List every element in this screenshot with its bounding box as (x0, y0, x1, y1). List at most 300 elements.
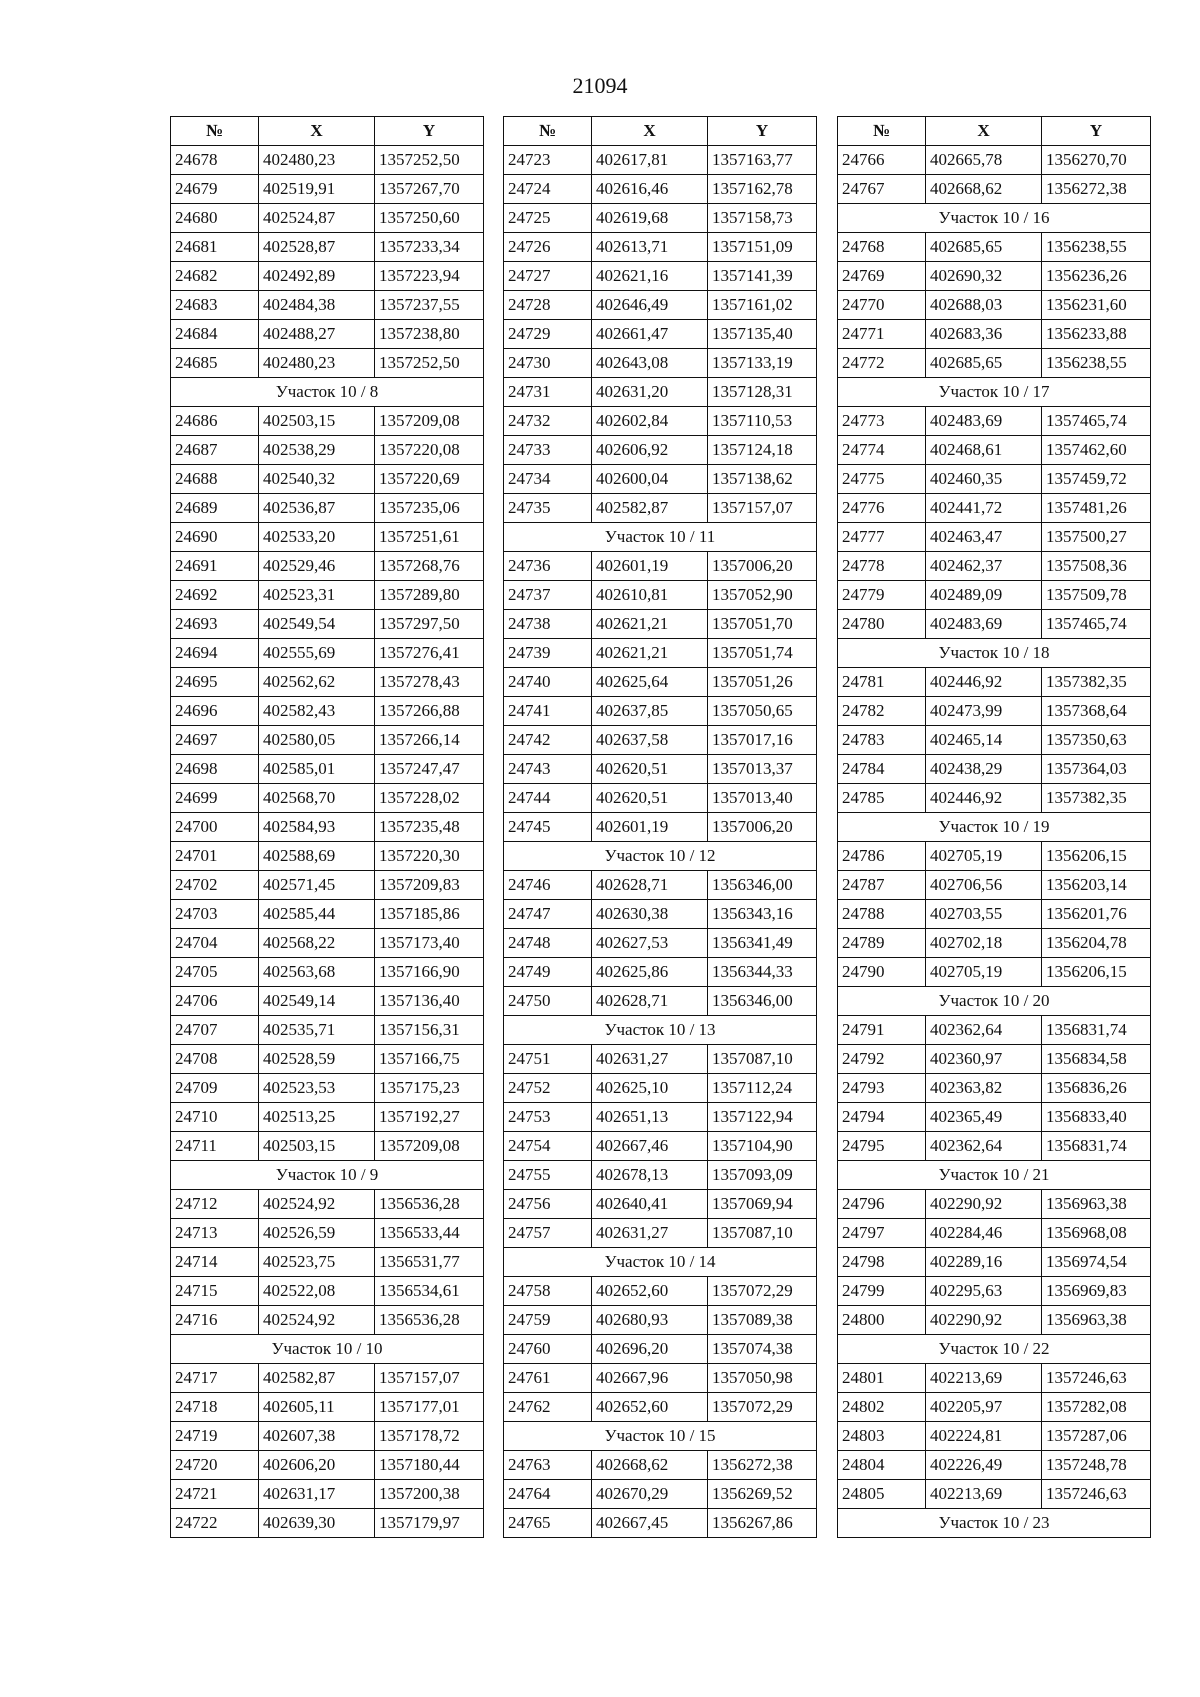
x-coordinate-cell: 402571,45 (259, 871, 375, 900)
y-coordinate-cell: 1357250,60 (375, 204, 484, 233)
table-row (504, 929, 817, 958)
table-row (171, 639, 484, 668)
point-number-cell: 24703 (171, 900, 259, 929)
y-coordinate-cell: 1357209,08 (375, 1132, 484, 1161)
point-number-cell: 24783 (838, 726, 926, 755)
table-row (171, 668, 484, 697)
x-coordinate-cell: 402703,55 (926, 900, 1042, 929)
x-coordinate-cell: 402685,65 (926, 349, 1042, 378)
y-coordinate-cell: 1357166,75 (375, 1045, 484, 1074)
y-coordinate-cell: 1357252,50 (375, 349, 484, 378)
point-number-cell: 24748 (504, 929, 592, 958)
table-row (838, 523, 1151, 552)
y-coordinate-cell: 1356831,74 (1042, 1132, 1151, 1161)
x-coordinate-cell: 402529,46 (259, 552, 375, 581)
x-coordinate-cell: 402563,68 (259, 958, 375, 987)
y-coordinate-cell: 1356836,26 (1042, 1074, 1151, 1103)
table-row (171, 494, 484, 523)
table-row (504, 436, 817, 465)
point-number-cell: 24725 (504, 204, 592, 233)
table-row (171, 1451, 484, 1480)
point-number-cell: 24759 (504, 1306, 592, 1335)
table-row (838, 1045, 1151, 1074)
x-coordinate-cell: 402224,81 (926, 1422, 1042, 1451)
y-coordinate-cell: 1357161,02 (708, 291, 817, 320)
x-coordinate-cell: 402680,93 (592, 1306, 708, 1335)
y-coordinate-cell: 1357166,90 (375, 958, 484, 987)
x-coordinate-cell: 402630,38 (592, 900, 708, 929)
table-row (504, 900, 817, 929)
point-number-cell: 24752 (504, 1074, 592, 1103)
x-coordinate-cell: 402365,49 (926, 1103, 1042, 1132)
x-coordinate-cell: 402661,47 (592, 320, 708, 349)
x-coordinate-cell: 402460,35 (926, 465, 1042, 494)
table-row (504, 958, 817, 987)
point-number-cell: 24780 (838, 610, 926, 639)
table-row (171, 726, 484, 755)
section-row (838, 1335, 1151, 1364)
y-coordinate-cell: 1356534,61 (375, 1277, 484, 1306)
y-coordinate-cell: 1357508,36 (1042, 552, 1151, 581)
y-coordinate-cell: 1356270,70 (1042, 146, 1151, 175)
point-number-cell: 24684 (171, 320, 259, 349)
table-row (504, 233, 817, 262)
section-label: Участок 10 / 10 (171, 1335, 484, 1364)
table-row (504, 320, 817, 349)
table-row (504, 291, 817, 320)
point-number-cell: 24791 (838, 1016, 926, 1045)
x-coordinate-cell: 402503,15 (259, 407, 375, 436)
table-row (504, 581, 817, 610)
y-coordinate-cell: 1357087,10 (708, 1045, 817, 1074)
x-coordinate-cell: 402617,81 (592, 146, 708, 175)
y-coordinate-cell: 1357157,07 (375, 1364, 484, 1393)
point-number-cell: 24797 (838, 1219, 926, 1248)
table-row (504, 1074, 817, 1103)
y-coordinate-cell: 1357110,53 (708, 407, 817, 436)
x-coordinate-cell: 402535,71 (259, 1016, 375, 1045)
section-label: Участок 10 / 9 (171, 1161, 484, 1190)
y-coordinate-cell: 1357093,09 (708, 1161, 817, 1190)
table-row (171, 900, 484, 929)
point-number-cell: 24724 (504, 175, 592, 204)
y-coordinate-cell: 1356267,86 (708, 1509, 817, 1538)
point-number-cell: 24689 (171, 494, 259, 523)
table-row (171, 523, 484, 552)
x-coordinate-cell: 402438,29 (926, 755, 1042, 784)
table-row (504, 1103, 817, 1132)
point-number-cell: 24789 (838, 929, 926, 958)
point-number-cell: 24697 (171, 726, 259, 755)
table-row (171, 1364, 484, 1393)
table-row (838, 1190, 1151, 1219)
table-row (838, 1074, 1151, 1103)
x-coordinate-cell: 402652,60 (592, 1393, 708, 1422)
table-row (504, 755, 817, 784)
coordinates-table-left (170, 116, 484, 1538)
x-coordinate-cell: 402538,29 (259, 436, 375, 465)
point-number-cell: 24729 (504, 320, 592, 349)
point-number-cell: 24803 (838, 1422, 926, 1451)
section-row (838, 204, 1151, 233)
table-row (171, 262, 484, 291)
table-row (171, 552, 484, 581)
section-row (838, 987, 1151, 1016)
x-coordinate-cell: 402683,36 (926, 320, 1042, 349)
table-row (838, 784, 1151, 813)
point-number-cell: 24701 (171, 842, 259, 871)
header-row (171, 117, 484, 146)
column-header-y: Y (708, 117, 817, 146)
x-coordinate-cell: 402568,22 (259, 929, 375, 958)
table-row (838, 1016, 1151, 1045)
y-coordinate-cell: 1357177,01 (375, 1393, 484, 1422)
section-row (171, 1335, 484, 1364)
table-row (504, 262, 817, 291)
point-number-cell: 24742 (504, 726, 592, 755)
y-coordinate-cell: 1357151,09 (708, 233, 817, 262)
point-number-cell: 24735 (504, 494, 592, 523)
point-number-cell: 24779 (838, 581, 926, 610)
x-coordinate-cell: 402610,81 (592, 581, 708, 610)
point-number-cell: 24715 (171, 1277, 259, 1306)
point-number-cell: 24694 (171, 639, 259, 668)
table-row (504, 639, 817, 668)
y-coordinate-cell: 1356231,60 (1042, 291, 1151, 320)
point-number-cell: 24784 (838, 755, 926, 784)
table-row (504, 1277, 817, 1306)
table-row (504, 697, 817, 726)
x-coordinate-cell: 402628,71 (592, 987, 708, 1016)
point-number-cell: 24747 (504, 900, 592, 929)
y-coordinate-cell: 1356346,00 (708, 987, 817, 1016)
point-number-cell: 24785 (838, 784, 926, 813)
y-coordinate-cell: 1357136,40 (375, 987, 484, 1016)
section-row (838, 813, 1151, 842)
x-coordinate-cell: 402601,19 (592, 813, 708, 842)
y-coordinate-cell: 1356963,38 (1042, 1306, 1151, 1335)
x-coordinate-cell: 402468,61 (926, 436, 1042, 465)
point-number-cell: 24706 (171, 987, 259, 1016)
y-coordinate-cell: 1357180,44 (375, 1451, 484, 1480)
point-number-cell: 24761 (504, 1364, 592, 1393)
x-coordinate-cell: 402667,96 (592, 1364, 708, 1393)
y-coordinate-cell: 1357287,06 (1042, 1422, 1151, 1451)
table-row (504, 1219, 817, 1248)
point-number-cell: 24795 (838, 1132, 926, 1161)
x-coordinate-cell: 402480,23 (259, 146, 375, 175)
table-row (838, 233, 1151, 262)
point-number-cell: 24698 (171, 755, 259, 784)
point-number-cell: 24766 (838, 146, 926, 175)
table-row (171, 1219, 484, 1248)
x-coordinate-cell: 402513,25 (259, 1103, 375, 1132)
y-coordinate-cell: 1357382,35 (1042, 784, 1151, 813)
x-coordinate-cell: 402621,16 (592, 262, 708, 291)
x-coordinate-cell: 402667,46 (592, 1132, 708, 1161)
y-coordinate-cell: 1357006,20 (708, 552, 817, 581)
y-coordinate-cell: 1357276,41 (375, 639, 484, 668)
point-number-cell: 24695 (171, 668, 259, 697)
x-coordinate-cell: 402568,70 (259, 784, 375, 813)
table-row (504, 1509, 817, 1538)
table-row (504, 175, 817, 204)
y-coordinate-cell: 1357268,76 (375, 552, 484, 581)
x-coordinate-cell: 402585,01 (259, 755, 375, 784)
point-number-cell: 24754 (504, 1132, 592, 1161)
table-row (504, 1364, 817, 1393)
table-row (838, 755, 1151, 784)
table-row (171, 813, 484, 842)
x-coordinate-cell: 402362,64 (926, 1132, 1042, 1161)
section-row (171, 378, 484, 407)
x-coordinate-cell: 402640,41 (592, 1190, 708, 1219)
point-number-cell: 24717 (171, 1364, 259, 1393)
y-coordinate-cell: 1357465,74 (1042, 610, 1151, 639)
x-coordinate-cell: 402668,62 (592, 1451, 708, 1480)
point-number-cell: 24753 (504, 1103, 592, 1132)
x-coordinate-cell: 402503,15 (259, 1132, 375, 1161)
y-coordinate-cell: 1356204,78 (1042, 929, 1151, 958)
point-number-cell: 24787 (838, 871, 926, 900)
point-number-cell: 24708 (171, 1045, 259, 1074)
x-coordinate-cell: 402621,21 (592, 639, 708, 668)
point-number-cell: 24773 (838, 407, 926, 436)
x-coordinate-cell: 402465,14 (926, 726, 1042, 755)
table-row (171, 755, 484, 784)
y-coordinate-cell: 1357278,43 (375, 668, 484, 697)
table-row (838, 465, 1151, 494)
y-coordinate-cell: 1357175,23 (375, 1074, 484, 1103)
point-number-cell: 24740 (504, 668, 592, 697)
x-coordinate-cell: 402582,43 (259, 697, 375, 726)
y-coordinate-cell: 1357282,08 (1042, 1393, 1151, 1422)
page-number: 21094 (572, 73, 628, 98)
point-number-cell: 24726 (504, 233, 592, 262)
section-label: Участок 10 / 21 (838, 1161, 1151, 1190)
x-coordinate-cell: 402584,93 (259, 813, 375, 842)
x-coordinate-cell: 402667,45 (592, 1509, 708, 1538)
point-number-cell: 24734 (504, 465, 592, 494)
table-row (171, 1306, 484, 1335)
y-coordinate-cell: 1356974,54 (1042, 1248, 1151, 1277)
y-coordinate-cell: 1357220,08 (375, 436, 484, 465)
column-header-x: X (259, 117, 375, 146)
table-row (838, 1306, 1151, 1335)
point-number-cell: 24727 (504, 262, 592, 291)
x-coordinate-cell: 402536,87 (259, 494, 375, 523)
table-row (171, 1393, 484, 1422)
x-coordinate-cell: 402483,69 (926, 610, 1042, 639)
point-number-cell: 24805 (838, 1480, 926, 1509)
x-coordinate-cell: 402639,30 (259, 1509, 375, 1538)
point-number-cell: 24685 (171, 349, 259, 378)
point-number-cell: 24745 (504, 813, 592, 842)
point-number-cell: 24737 (504, 581, 592, 610)
x-coordinate-cell: 402705,19 (926, 958, 1042, 987)
point-number-cell: 24762 (504, 1393, 592, 1422)
y-coordinate-cell: 1357074,38 (708, 1335, 817, 1364)
point-number-cell: 24744 (504, 784, 592, 813)
point-number-cell: 24743 (504, 755, 592, 784)
table-row (171, 610, 484, 639)
x-coordinate-cell: 402668,62 (926, 175, 1042, 204)
table-row (504, 813, 817, 842)
point-number-cell: 24760 (504, 1335, 592, 1364)
table-row (838, 668, 1151, 697)
table-row (504, 494, 817, 523)
table-row (838, 1277, 1151, 1306)
table-row (838, 175, 1151, 204)
section-row (504, 842, 817, 871)
table-row (171, 146, 484, 175)
table-row (171, 1016, 484, 1045)
x-coordinate-cell: 402706,56 (926, 871, 1042, 900)
x-coordinate-cell: 402607,38 (259, 1422, 375, 1451)
point-number-cell: 24688 (171, 465, 259, 494)
point-number-cell: 24682 (171, 262, 259, 291)
table-row (171, 407, 484, 436)
point-number-cell: 24757 (504, 1219, 592, 1248)
table-row (838, 262, 1151, 291)
point-number-cell: 24696 (171, 697, 259, 726)
y-coordinate-cell: 1357138,62 (708, 465, 817, 494)
point-number-cell: 24732 (504, 407, 592, 436)
x-coordinate-cell: 402628,71 (592, 871, 708, 900)
point-number-cell: 24781 (838, 668, 926, 697)
table-row (838, 1132, 1151, 1161)
section-label: Участок 10 / 17 (838, 378, 1151, 407)
x-coordinate-cell: 402696,20 (592, 1335, 708, 1364)
x-coordinate-cell: 402582,87 (259, 1364, 375, 1393)
table-row (171, 320, 484, 349)
point-number-cell: 24770 (838, 291, 926, 320)
point-number-cell: 24775 (838, 465, 926, 494)
table-row (838, 552, 1151, 581)
point-number-cell: 24680 (171, 204, 259, 233)
point-number-cell: 24691 (171, 552, 259, 581)
section-label: Участок 10 / 11 (504, 523, 817, 552)
point-number-cell: 24756 (504, 1190, 592, 1219)
y-coordinate-cell: 1356833,40 (1042, 1103, 1151, 1132)
y-coordinate-cell: 1357051,70 (708, 610, 817, 639)
x-coordinate-cell: 402652,60 (592, 1277, 708, 1306)
column-header-number: № (171, 117, 259, 146)
table-row (504, 1190, 817, 1219)
section-row (838, 639, 1151, 668)
point-number-cell: 24716 (171, 1306, 259, 1335)
y-coordinate-cell: 1357251,61 (375, 523, 484, 552)
point-number-cell: 24788 (838, 900, 926, 929)
y-coordinate-cell: 1357220,30 (375, 842, 484, 871)
y-coordinate-cell: 1357192,27 (375, 1103, 484, 1132)
x-coordinate-cell: 402620,51 (592, 755, 708, 784)
section-row (838, 1161, 1151, 1190)
table-row (504, 378, 817, 407)
y-coordinate-cell: 1356272,38 (708, 1451, 817, 1480)
y-coordinate-cell: 1356341,49 (708, 929, 817, 958)
y-coordinate-cell: 1357235,48 (375, 813, 484, 842)
table-row (838, 407, 1151, 436)
x-coordinate-cell: 402524,92 (259, 1306, 375, 1335)
y-coordinate-cell: 1357237,55 (375, 291, 484, 320)
point-number-cell: 24749 (504, 958, 592, 987)
y-coordinate-cell: 1357158,73 (708, 204, 817, 233)
y-coordinate-cell: 1356201,76 (1042, 900, 1151, 929)
table-row (838, 1451, 1151, 1480)
x-coordinate-cell: 402705,19 (926, 842, 1042, 871)
point-number-cell: 24687 (171, 436, 259, 465)
point-number-cell: 24772 (838, 349, 926, 378)
x-coordinate-cell: 402688,03 (926, 291, 1042, 320)
point-number-cell: 24771 (838, 320, 926, 349)
x-coordinate-cell: 402678,13 (592, 1161, 708, 1190)
table-row (838, 610, 1151, 639)
section-row (504, 1016, 817, 1045)
y-coordinate-cell: 1356238,55 (1042, 233, 1151, 262)
table-row (171, 291, 484, 320)
x-coordinate-cell: 402284,46 (926, 1219, 1042, 1248)
table-row (838, 320, 1151, 349)
y-coordinate-cell: 1357173,40 (375, 929, 484, 958)
table-row (171, 697, 484, 726)
x-coordinate-cell: 402526,59 (259, 1219, 375, 1248)
section-label: Участок 10 / 22 (838, 1335, 1151, 1364)
x-coordinate-cell: 402441,72 (926, 494, 1042, 523)
table-row (838, 494, 1151, 523)
x-coordinate-cell: 402562,62 (259, 668, 375, 697)
y-coordinate-cell: 1357223,94 (375, 262, 484, 291)
point-number-cell: 24678 (171, 146, 259, 175)
point-number-cell: 24793 (838, 1074, 926, 1103)
point-number-cell: 24704 (171, 929, 259, 958)
x-coordinate-cell: 402625,10 (592, 1074, 708, 1103)
y-coordinate-cell: 1357364,03 (1042, 755, 1151, 784)
point-number-cell: 24792 (838, 1045, 926, 1074)
y-coordinate-cell: 1357051,26 (708, 668, 817, 697)
point-number-cell: 24746 (504, 871, 592, 900)
y-coordinate-cell: 1356233,88 (1042, 320, 1151, 349)
y-coordinate-cell: 1357248,78 (1042, 1451, 1151, 1480)
y-coordinate-cell: 1357135,40 (708, 320, 817, 349)
table-row (504, 552, 817, 581)
x-coordinate-cell: 402295,63 (926, 1277, 1042, 1306)
point-number-cell: 24765 (504, 1509, 592, 1538)
point-number-cell: 24763 (504, 1451, 592, 1480)
table-row (838, 1393, 1151, 1422)
point-number-cell: 24796 (838, 1190, 926, 1219)
x-coordinate-cell: 402213,69 (926, 1364, 1042, 1393)
x-coordinate-cell: 402702,18 (926, 929, 1042, 958)
x-coordinate-cell: 402627,53 (592, 929, 708, 958)
table-row (504, 1161, 817, 1190)
x-coordinate-cell: 402523,75 (259, 1248, 375, 1277)
y-coordinate-cell: 1357209,08 (375, 407, 484, 436)
x-coordinate-cell: 402362,64 (926, 1016, 1042, 1045)
y-coordinate-cell: 1357238,80 (375, 320, 484, 349)
y-coordinate-cell: 1357072,29 (708, 1277, 817, 1306)
table-row (171, 175, 484, 204)
y-coordinate-cell: 1356206,15 (1042, 842, 1151, 871)
point-number-cell: 24721 (171, 1480, 259, 1509)
column-header-number: № (838, 117, 926, 146)
x-coordinate-cell: 402360,97 (926, 1045, 1042, 1074)
point-number-cell: 24692 (171, 581, 259, 610)
section-row (171, 1161, 484, 1190)
point-number-cell: 24777 (838, 523, 926, 552)
y-coordinate-cell: 1357252,50 (375, 146, 484, 175)
x-coordinate-cell: 402540,32 (259, 465, 375, 494)
